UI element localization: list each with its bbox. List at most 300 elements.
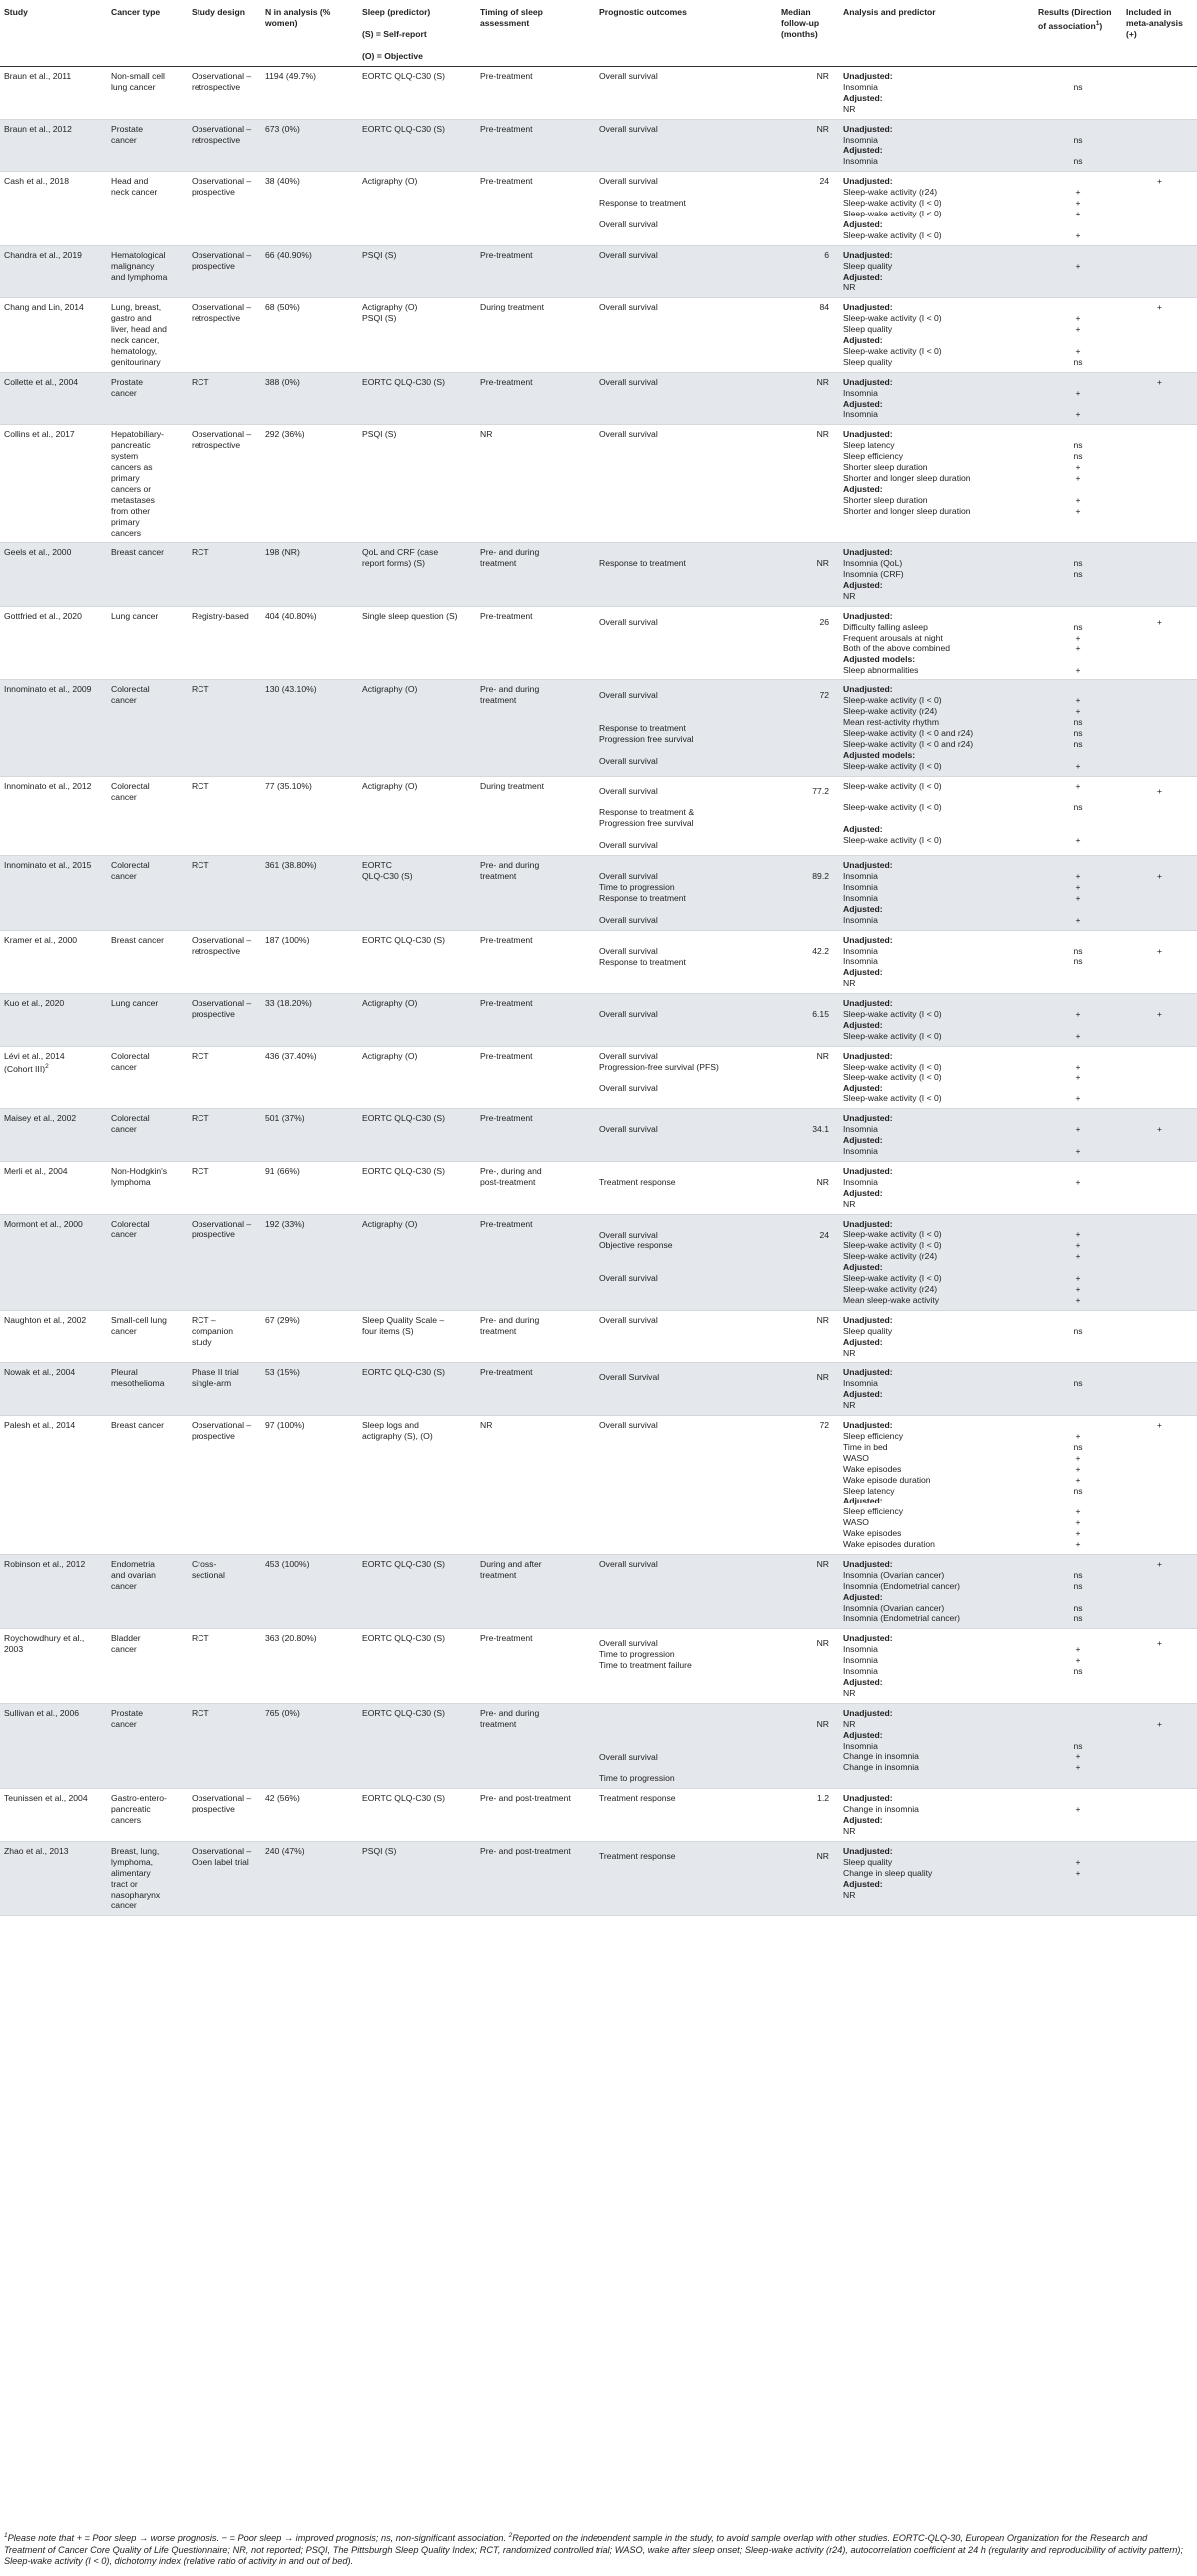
cell-cancer-type-line: cancer [111, 1325, 137, 1336]
cell-results-line: + [1075, 1072, 1081, 1082]
table-row [0, 1363, 1197, 1416]
cell-followup-value: NR [816, 1050, 829, 1061]
cell-n-analysis [261, 1789, 358, 1842]
cell-analysis-line: Sleep-wake activity (I < 0) [843, 760, 942, 771]
study-name: Merli et al., 2004 [4, 1165, 68, 1176]
study-name: Maisey et al., 2002 [4, 1113, 77, 1124]
cell-meta [1122, 543, 1197, 607]
cell-cancer-type-line: cancer [111, 695, 137, 706]
cell-results-line: ns [1073, 558, 1083, 569]
cell-timing [476, 994, 596, 1047]
cell-sleep-predictor-line: EORTC QLQ-C30 (S) [362, 71, 445, 81]
cell-analysis-line: NR [843, 978, 856, 989]
cell-study [0, 1363, 107, 1416]
cell-analysis-line: Insomnia [843, 409, 878, 420]
cell-results-line [1038, 335, 1118, 346]
cell-outcomes-line: Overall survival [599, 690, 658, 701]
cell-followup-value: NR [816, 558, 829, 569]
cell-sleep-predictor-line: Actigraphy (O) [362, 1050, 418, 1061]
cell-sleep-predictor [358, 1363, 476, 1416]
cell-analysis-line: Sleep-wake activity (I < 0 and r24) [843, 738, 974, 749]
cell-results-line [1038, 1890, 1118, 1901]
cell-timing-line: post-treatment [480, 1176, 536, 1187]
cell-study-design [188, 994, 261, 1047]
cell-cancer-type-line: Gastro-entero- [111, 1793, 167, 1804]
study-name: Innominato et al., 2012 [4, 780, 92, 791]
cell-n-analysis [261, 543, 358, 607]
cell-analysis-line: Sleep-wake activity (I < 0) [843, 229, 942, 240]
cell-analysis-line: Shorter and longer sleep duration [843, 473, 971, 483]
cell-n-analysis [261, 856, 358, 931]
cell-analysis-line: Insomnia [843, 956, 878, 967]
cell-cancer-type [107, 425, 188, 543]
cell-followup-value: 84 [819, 302, 829, 313]
cell-results-line [1038, 1188, 1118, 1199]
table-row [0, 994, 1197, 1047]
cell-cancer-type [107, 67, 188, 120]
cell-followup [777, 1363, 839, 1416]
cell-results-line [1038, 1677, 1118, 1688]
cell-cancer-type-line: system [111, 451, 139, 462]
cell-outcomes-line: Overall survival [599, 755, 658, 766]
cell-analysis-line: NR [843, 591, 856, 602]
cell-study-design-line: prospective [192, 187, 235, 198]
cell-sleep-predictor-line: EORTC QLQ-C30 (S) [362, 1113, 445, 1124]
cell-cancer-type-line: cancer [111, 134, 137, 145]
cell-results-line: ns [1073, 1580, 1083, 1591]
cell-analysis-line: Difficulty falling asleep [843, 621, 928, 632]
cell-study-design-line: RCT [192, 1165, 209, 1176]
cell-outcomes-line: Overall survival [599, 945, 658, 956]
cell-study-design-line: sectional [192, 1569, 225, 1580]
cell-timing [476, 543, 596, 607]
cell-outcomes-line [599, 1251, 773, 1262]
cell-study-design [188, 543, 261, 607]
cell-sleep-predictor-line: EORTC QLQ-C30 (S) [362, 1367, 445, 1378]
cell-outcomes-line: Objective response [599, 1240, 673, 1251]
cell-analysis-line: Sleep quality [843, 324, 893, 335]
cell-n-analysis-value: 388 (0%) [265, 376, 300, 387]
cell-analysis-line: Wake episode duration [843, 1474, 931, 1485]
cell-results [1034, 1703, 1122, 1788]
cell-timing-line: treatment [480, 695, 517, 706]
table-row [0, 1703, 1197, 1788]
cell-cancer-type [107, 1363, 188, 1416]
cell-analysis-line: Mean sleep-wake activity [843, 1294, 940, 1305]
cell-results-line: + [1075, 1804, 1081, 1815]
cell-sleep-predictor [358, 776, 476, 855]
cell-timing [476, 1310, 596, 1363]
cell-cancer-type-line: lymphoma, [111, 1856, 154, 1867]
cell-cancer-type-line: tract or [111, 1878, 138, 1889]
cell-timing [476, 1161, 596, 1214]
cell-outcomes-line: Overall survival [599, 123, 658, 134]
study-name: Braun et al., 2011 [4, 71, 72, 81]
cell-analysis-line: Adjusted: [843, 967, 883, 978]
cell-timing-line: treatment [480, 1718, 517, 1729]
cell-study [0, 298, 107, 372]
study-name: Braun et al., 2012 [4, 123, 72, 134]
cell-outcomes-line: Overall survival [599, 1420, 658, 1431]
cell-study [0, 856, 107, 931]
cell-results-line: + [1075, 505, 1081, 516]
cell-analysis-line: Unadjusted: [843, 429, 893, 440]
cell-outcomes-line: Overall survival [599, 1050, 658, 1061]
cell-analysis-line: Insomnia [843, 1655, 878, 1666]
cell-followup-value: 1.2 [817, 1793, 829, 1804]
cell-analysis-line: Unadjusted: [843, 934, 893, 945]
cell-cancer-type-line: Colorectal [111, 1113, 150, 1124]
cell-followup [777, 680, 839, 776]
cell-cancer-type-line: Pleural [111, 1367, 138, 1378]
cell-meta [1122, 606, 1197, 679]
cell-timing-line: Pre- and post-treatment [480, 1793, 571, 1804]
cell-results-line [1038, 93, 1118, 104]
cell-study-design-line: retrospective [192, 313, 241, 324]
cell-timing-line: treatment [480, 871, 517, 881]
cell-outcomes [596, 680, 777, 776]
cell-results-line: + [1075, 1176, 1081, 1187]
cell-results-line [1038, 860, 1118, 871]
header-followup: Median follow-up (months) [777, 0, 839, 67]
cell-timing-line: Pre- and during [480, 1707, 540, 1718]
cell-analysis-line: Sleep efficiency [843, 1430, 904, 1441]
cell-results-line [1038, 611, 1118, 622]
study-name: Collins et al., 2017 [4, 429, 75, 440]
cell-results-line [1038, 654, 1118, 665]
header-sleep-note-objective: (O) = Objective [362, 51, 423, 61]
cell-cancer-type-line: nasopharynx [111, 1889, 161, 1900]
cell-analysis [839, 1161, 1034, 1214]
study-name: Sullivan et al., 2006 [4, 1707, 80, 1718]
study-name-cont [4, 1062, 103, 1074]
cell-n-analysis-value: 38 (40%) [265, 176, 300, 187]
cell-study-design [188, 1841, 261, 1915]
cell-results-line: + [1075, 1273, 1081, 1284]
cell-meta [1122, 119, 1197, 172]
cell-results-line: + [1075, 1762, 1081, 1773]
cell-results-line [1038, 1420, 1118, 1431]
cell-results [1034, 1161, 1122, 1214]
cell-cancer-type-line: Lung, breast, [111, 302, 162, 313]
cell-outcomes-line [599, 1741, 773, 1752]
cell-analysis-line: Adjusted models: [843, 653, 916, 664]
cell-followup [777, 1841, 839, 1915]
cell-cancer-type-line: alimentary [111, 1867, 151, 1878]
cell-study-design-line: prospective [192, 1804, 235, 1815]
cell-followup [777, 1109, 839, 1162]
cell-analysis [839, 1214, 1034, 1310]
cell-analysis-line: Sleep abnormalities [843, 664, 919, 675]
cell-study-design [188, 1109, 261, 1162]
cell-n-analysis-value: 198 (NR) [265, 547, 300, 558]
cell-results-line: + [1075, 914, 1081, 925]
cell-results-line: + [1075, 229, 1081, 240]
cell-results-line: + [1075, 409, 1081, 420]
cell-analysis-line: Change in insomnia [843, 1751, 919, 1762]
cell-outcomes [596, 1310, 777, 1363]
cell-analysis-line: Adjusted: [843, 1878, 883, 1889]
cell-analysis-line: Insomnia [843, 892, 878, 903]
cell-timing-line: Pre- and during [480, 1314, 540, 1325]
cell-results-line: + [1075, 643, 1081, 653]
cell-analysis-line: Adjusted: [843, 398, 883, 409]
cell-timing [476, 1416, 596, 1555]
cell-cancer-type [107, 680, 188, 776]
cell-outcomes-line [599, 701, 773, 712]
cell-outcomes [596, 1214, 777, 1310]
header-timing: Timing of sleep assessment [476, 0, 596, 67]
cell-followup [777, 1416, 839, 1555]
cell-outcomes [596, 1554, 777, 1628]
cell-results-line: ns [1073, 156, 1083, 167]
cell-cancer-type-line: cancer [111, 1061, 137, 1072]
cell-cancer-type [107, 372, 188, 425]
cell-analysis-line: Adjusted: [843, 1336, 883, 1347]
cell-meta-line: + [1156, 1558, 1163, 1569]
cell-outcomes-line: Progression-free survival (PFS) [599, 1061, 719, 1072]
cell-study [0, 606, 107, 679]
cell-results-line: + [1075, 1539, 1081, 1550]
cell-analysis-line: Unadjusted: [843, 1113, 893, 1124]
cell-results-line: + [1075, 1030, 1081, 1041]
cell-analysis [839, 1789, 1034, 1842]
cell-n-analysis-value: 91 (66%) [265, 1165, 300, 1176]
cell-outcomes-line: Overall survival [599, 1229, 658, 1240]
footnote-text-2: Reported on the independent sample in the study, to avoid sample overlap with other studies. EORTC-QLQ-30, European Organization for the Research and Treatment of Cancer Core Quality of Life Questionnaire; NR, not reported; PSQI, The Pittsburgh Sleep Quality Index; RCT, randomized controlled trial; WASO, wake after sleep onset; Sleep-wake activity (r24), autocorrelation coefficient at 24 h (regularity and reproducibility of activity pattern); Sleep-wake activity (I < 0), dichotomy index (relative ratio of activity in and out of bed). [4, 2533, 1184, 2567]
cell-followup [777, 119, 839, 172]
cell-analysis-line: Insomnia [843, 1378, 878, 1389]
cell-sleep-predictor [358, 245, 476, 298]
cell-analysis-line: Insomnia (Endometrial cancer) [843, 1580, 961, 1591]
cell-results-line: + [1075, 313, 1081, 324]
cell-results-line [1038, 1219, 1118, 1230]
cell-n-analysis-value: 765 (0%) [265, 1707, 300, 1718]
table-row [0, 1789, 1197, 1842]
cell-analysis-line: NR [843, 1718, 856, 1729]
cell-n-analysis [261, 119, 358, 172]
cell-meta-line: + [1156, 871, 1163, 882]
cell-cancer-type [107, 1554, 188, 1628]
cell-timing [476, 425, 596, 543]
cell-outcomes [596, 543, 777, 607]
cell-sleep-predictor-line: Actigraphy (O) [362, 302, 418, 313]
cell-results-line: + [1075, 1251, 1081, 1262]
cell-sleep-predictor-line: QoL and CRF (case [362, 547, 439, 558]
cell-meta [1122, 994, 1197, 1047]
cell-results-line [1038, 792, 1118, 803]
cell-analysis [839, 1416, 1034, 1555]
cell-study-design [188, 1703, 261, 1788]
cell-n-analysis-value: 187 (100%) [265, 934, 310, 945]
cell-meta [1122, 172, 1197, 245]
cell-study-design-line: retrospective [192, 134, 241, 145]
cell-timing-line: Pre-treatment [480, 1367, 533, 1378]
table-row [0, 372, 1197, 425]
cell-analysis-line: Sleep-wake activity (I < 0) [843, 1072, 942, 1082]
cell-sleep-predictor-line: Actigraphy (O) [362, 998, 418, 1009]
cell-study-design [188, 372, 261, 425]
cell-analysis-line: Wake episodes [843, 1463, 902, 1474]
cell-study [0, 1703, 107, 1788]
cell-analysis [839, 930, 1034, 994]
cell-study [0, 425, 107, 543]
cell-analysis-line: Unadjusted: [843, 1633, 893, 1644]
cell-analysis-line: Unadjusted: [843, 376, 893, 387]
cell-sleep-predictor-line: four items (S) [362, 1325, 414, 1336]
cell-timing [476, 1109, 596, 1162]
cell-followup [777, 67, 839, 120]
cell-results-line [1038, 1826, 1118, 1837]
cell-meta-line: + [1156, 616, 1163, 627]
cell-sleep-predictor-line: EORTC QLQ-C30 (S) [362, 1793, 445, 1804]
cell-followup-value: 24 [819, 1229, 829, 1240]
cell-timing-line: Pre-treatment [480, 1113, 533, 1124]
cell-results-line [1038, 1592, 1118, 1603]
cell-results-line: ns [1073, 134, 1083, 145]
cell-results-line: + [1075, 1061, 1081, 1072]
cell-n-analysis [261, 1363, 358, 1416]
cell-sleep-predictor-line: PSQI (S) [362, 313, 397, 324]
cell-analysis-line: Unadjusted: [843, 1420, 893, 1431]
cell-sleep-predictor-line: EORTC QLQ-C30 (S) [362, 1558, 445, 1569]
cell-analysis-line: Sleep-wake activity (I < 0) [843, 198, 942, 209]
cell-outcomes-line [599, 829, 773, 840]
header-meta-analysis: Included in meta-analysis (+) [1122, 0, 1197, 67]
cell-analysis-line: Sleep-wake activity (I < 0) [843, 780, 942, 791]
cell-followup-value: NR [816, 123, 829, 134]
cell-analysis-line: Adjusted: [843, 335, 883, 346]
cell-n-analysis-value: 68 (50%) [265, 302, 300, 313]
cell-sleep-predictor-line: QLQ-C30 (S) [362, 871, 413, 881]
cell-analysis-line: Sleep efficiency [843, 1506, 904, 1517]
cell-timing-line: treatment [480, 1569, 517, 1580]
cell-results-line: + [1075, 780, 1081, 791]
cell-results-line: ns [1073, 1325, 1083, 1336]
cell-analysis [839, 543, 1034, 607]
header-sleep-note-self: (S) = Self-report [362, 29, 427, 39]
table-row [0, 245, 1197, 298]
cell-results [1034, 1841, 1122, 1915]
cell-outcomes [596, 172, 777, 245]
cell-sleep-predictor-line: Single sleep question (S) [362, 610, 458, 621]
cell-outcomes-line: Response to treatment [599, 956, 686, 967]
cell-outcomes [596, 776, 777, 855]
cell-sleep-predictor [358, 172, 476, 245]
cell-sleep-predictor [358, 680, 476, 776]
cell-study [0, 994, 107, 1047]
cell-analysis-line: Unadjusted: [843, 1707, 893, 1718]
cell-results-line: ns [1073, 728, 1083, 739]
cell-meta [1122, 1554, 1197, 1628]
cell-outcomes-line: Treatment response [599, 1793, 676, 1804]
cell-results-line: ns [1073, 1613, 1083, 1624]
cell-outcomes-line: Overall survival [599, 1124, 658, 1135]
cell-study-design-line: Observational – [192, 998, 252, 1009]
cell-analysis-line: NR [843, 1825, 856, 1836]
cell-outcomes [596, 856, 777, 931]
cell-timing-line: treatment [480, 558, 517, 569]
cell-study-design [188, 680, 261, 776]
cell-study [0, 1310, 107, 1363]
cell-cancer-type-line: Non-small cell [111, 71, 165, 81]
header-n-analysis: N in analysis (% women) [261, 0, 358, 67]
cell-results-line: ns [1073, 356, 1083, 367]
cell-outcomes-line [599, 797, 773, 808]
cell-analysis-line: Adjusted: [843, 1262, 883, 1273]
cell-outcomes-line [599, 1262, 773, 1273]
cell-study-design-line: study [192, 1336, 212, 1347]
cell-n-analysis-value: 66 (40.90%) [265, 249, 312, 260]
cell-cancer-type-line: cancer [111, 1580, 137, 1591]
cell-cancer-type-line: cancer [111, 1718, 137, 1729]
cell-timing-line: Pre-treatment [480, 249, 533, 260]
cell-analysis [839, 1703, 1034, 1788]
cell-n-analysis-value: 361 (38.80%) [265, 860, 317, 871]
cell-results-line [1038, 1348, 1118, 1359]
cell-analysis-line: Shorter sleep duration [843, 494, 928, 505]
cell-analysis-line: Adjusted: [843, 1135, 883, 1146]
cell-results [1034, 1554, 1122, 1628]
cell-cancer-type-line: cancer [111, 791, 137, 802]
cell-results-line [1038, 484, 1118, 495]
cell-analysis [839, 606, 1034, 679]
cell-sleep-predictor-line: EORTC QLQ-C30 (S) [362, 123, 445, 134]
cell-cancer-type [107, 856, 188, 931]
cell-outcomes [596, 1046, 777, 1109]
cell-study-design-line: Phase II trial [192, 1367, 239, 1378]
cell-followup [777, 298, 839, 372]
cell-outcomes-line: Time to progression [599, 882, 675, 892]
cell-cancer-type [107, 543, 188, 607]
cell-results-line [1038, 124, 1118, 135]
cell-study-design [188, 67, 261, 120]
study-footnote-sup: 2 [45, 1062, 49, 1070]
cell-n-analysis [261, 776, 358, 855]
header-sleep-label: Sleep (predictor) [362, 7, 431, 17]
cell-n-analysis-value: 292 (36%) [265, 429, 305, 440]
cell-analysis-line: Adjusted: [843, 580, 883, 591]
cell-outcomes-line: Response to treatment & [599, 807, 695, 818]
cell-analysis-line: Insomnia (Ovarian cancer) [843, 1602, 945, 1613]
cell-results-line [1038, 1337, 1118, 1348]
cell-analysis-line: Unadjusted: [843, 1558, 893, 1569]
cell-results [1034, 1363, 1122, 1416]
cell-analysis-line: Insomnia (CRF) [843, 569, 904, 580]
cell-analysis [839, 425, 1034, 543]
cell-followup-value: 77.2 [812, 785, 829, 796]
cell-results-line: + [1075, 473, 1081, 483]
cell-meta-line: + [1156, 945, 1163, 956]
cell-outcomes-line [599, 187, 773, 198]
cell-analysis [839, 245, 1034, 298]
cell-study-design-line: Observational – [192, 71, 252, 81]
cell-outcomes [596, 1703, 777, 1788]
table-row [0, 1310, 1197, 1363]
cell-outcomes-line: Overall survival [599, 429, 658, 440]
cell-results-line: ns [1073, 1666, 1083, 1677]
cell-cancer-type-line: and lymphoma [111, 271, 168, 282]
cell-meta-line: + [1156, 1009, 1163, 1020]
cell-results-line: ns [1073, 1485, 1083, 1496]
cell-cancer-type-line: lung cancer [111, 81, 156, 92]
cell-analysis-line: Unadjusted: [843, 998, 893, 1009]
cell-results-line [1038, 429, 1118, 440]
cell-analysis-line: Insomnia [843, 1666, 878, 1677]
cell-n-analysis [261, 1214, 358, 1310]
cell-results [1034, 119, 1122, 172]
cell-analysis-line: Sleep quality [843, 260, 893, 271]
